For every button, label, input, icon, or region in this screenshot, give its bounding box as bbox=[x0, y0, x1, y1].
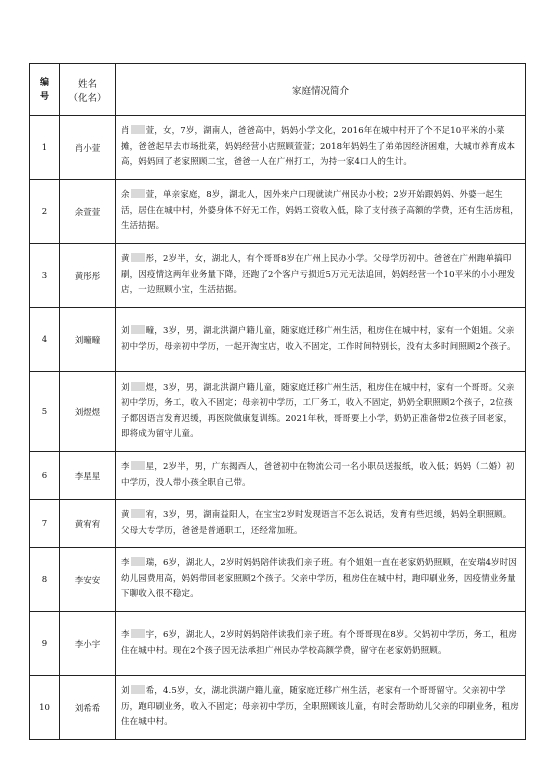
row-number: 3 bbox=[30, 244, 60, 308]
description-text: 宥，3岁，男，湖南益阳人，在宝宝2岁时发现语言不怎么说话，发育有些迟缓，妈妈全职照顾。父母大专学历，爸爸是普通职工，还经常加班。 bbox=[121, 510, 512, 536]
row-description bbox=[116, 612, 526, 676]
row-name: 刘希希 bbox=[60, 676, 116, 740]
row-name: 肖小萱 bbox=[60, 116, 116, 180]
table-row bbox=[30, 308, 526, 372]
redaction-mark bbox=[131, 253, 145, 262]
description-surname: 肖 bbox=[121, 126, 130, 137]
description-surname: 黄 bbox=[121, 254, 130, 265]
table-row bbox=[30, 244, 526, 308]
row-description bbox=[116, 244, 526, 308]
description-text: 煜，3岁，男，湖北洪湖户籍儿童，随家庭迁移广州生活，租房住在城中村，家有一个哥哥。父亲初中学历，务工，收入不固定；母亲初中学历，工厂务工，收入不固定，奶奶全职照顾2个孩子，2位孩子都因语言发育迟缓，再医院做康复训练。2021年秋，哥哥要上小学，奶奶正准备带2位孩子回老家，即将成为留守儿童。 bbox=[121, 382, 515, 439]
row-description bbox=[116, 180, 526, 244]
redaction-mark bbox=[131, 189, 145, 198]
redaction-mark bbox=[131, 461, 145, 470]
table-row bbox=[30, 676, 526, 740]
row-description bbox=[116, 372, 526, 452]
table-row bbox=[30, 452, 526, 500]
description-text: 希，4.5岁，女，湖北洪湖户籍儿童，随家庭迁移广州生活，老家有一个哥哥留守。父亲初中学历，跑印刷业务，收入不固定；母亲初中学历，全职照顾该儿童，有时会帮助幼儿父亲的印刷业务，租房住在城中村。 bbox=[121, 686, 519, 728]
row-name: 黄彤彤 bbox=[60, 244, 116, 308]
description-surname: 李 bbox=[121, 630, 130, 640]
row-number: 7 bbox=[30, 500, 60, 548]
row-number: 5 bbox=[30, 372, 60, 452]
redaction-mark bbox=[131, 629, 145, 638]
row-name: 李星星 bbox=[60, 452, 116, 500]
row-description bbox=[116, 116, 526, 180]
description-text: 萱，单亲家庭，8岁，湖北人，因外来户口现就读广州民办小校；2岁开始跟妈妈、外婆一起生活，居住在城中村，外婆身体不好无工作，妈妈工资收入低，除了支付孩子高额的学费，还有生活房租，生活拮据。 bbox=[121, 190, 519, 232]
description-surname: 刘 bbox=[121, 326, 130, 336]
row-description bbox=[116, 676, 526, 740]
description-text: 瑞，6岁，湖北人，2岁时妈妈陪伴读我们亲子班。有个姐姐一直在老家奶奶照顾，在安瑞4岁时因幼儿园费用高，妈妈带回老家照顾2个孩子。父亲中学历，租房住在城中村，跑印刷业务，因疫情业务量下聊收入很不稳定。 bbox=[121, 558, 517, 600]
row-name: 李小宇 bbox=[60, 612, 116, 676]
description-surname: 李 bbox=[121, 462, 130, 472]
redaction-mark bbox=[131, 509, 145, 518]
row-name: 刘疃疃 bbox=[60, 308, 116, 372]
header-name: 姓名 （化名） bbox=[60, 64, 116, 116]
description-text: 萱，女，7岁，湖南人，爸爸高中，妈妈小学文化，2016年在城中村开了个不足10平米的小菜摊，爸爸起早去市场批菜，妈妈经营小店照顾萱萱；2018年妈妈生了弟弟因经济困难，大城市养育成本高，妈妈回了老家照顾二宝，爸爸一人在广州打工，为持一家4口人的生计。 bbox=[121, 126, 516, 168]
row-number: 6 bbox=[30, 452, 60, 500]
table-row bbox=[30, 116, 526, 180]
header-description: 家庭情况简介 bbox=[116, 64, 526, 116]
row-number: 9 bbox=[30, 612, 60, 676]
description-surname: 李 bbox=[121, 558, 130, 569]
description-surname: 刘 bbox=[121, 382, 130, 393]
redaction-mark bbox=[131, 557, 145, 566]
redaction-mark bbox=[131, 685, 145, 694]
row-number: 10 bbox=[30, 676, 60, 740]
table-body bbox=[30, 116, 526, 740]
description-text: 疃，3岁，男，湖北洪湖户籍儿童，随家庭迁移广州生活，租房住在城中村，家有一个姐姐。父亲初中学历，母亲初中学历，一起开淘宝店，收入不固定，工作时间特别长，没有太多时间照顾2个孩子。 bbox=[121, 326, 516, 352]
row-description bbox=[116, 500, 526, 548]
description-text: 彤，2岁半，女，湖北人，有个哥哥8岁在广州上民办小学。父母学历初中。爸爸在广州跑单搞印刷，因疫情这两年业务量下降，还跑了2个客户亏损近5万元无法追回，妈妈经营一个10平米的小小理发店，一边照顾小宝，生活拮据。 bbox=[121, 254, 516, 296]
row-number: 1 bbox=[30, 116, 60, 180]
row-description bbox=[116, 548, 526, 612]
table-row bbox=[30, 612, 526, 676]
row-name: 余萱萱 bbox=[60, 180, 116, 244]
row-number: 8 bbox=[30, 548, 60, 612]
description-surname: 黄 bbox=[121, 510, 130, 520]
row-number: 2 bbox=[30, 180, 60, 244]
row-name: 黄宥宥 bbox=[60, 500, 116, 548]
row-name: 李安安 bbox=[60, 548, 116, 612]
redaction-mark bbox=[131, 125, 145, 134]
row-description bbox=[116, 452, 526, 500]
row-name: 刘煜煜 bbox=[60, 372, 116, 452]
description-text: 宇，6岁，湖北人，2岁时妈妈陪伴读我们亲子班。有个哥哥现在8岁。父妈初中学历，务工，租房住在城中村。现在2个孩子因无法承担广州民办学校高额学费，留守在老家奶奶照顾。 bbox=[121, 630, 517, 656]
table-row bbox=[30, 372, 526, 452]
table-row bbox=[30, 548, 526, 612]
row-number: 4 bbox=[30, 308, 60, 372]
description-text: 星，2岁半，男，广东揭西人，爸爸初中在物流公司一名小职员送报纸，收入低；妈妈（二婚）初中学历，没人带小孩全职自己带。 bbox=[121, 462, 515, 488]
table-header-row bbox=[30, 64, 526, 116]
description-surname: 刘 bbox=[121, 686, 130, 697]
redaction-mark bbox=[131, 325, 145, 334]
row-description bbox=[116, 308, 526, 372]
table-row bbox=[30, 500, 526, 548]
redaction-mark bbox=[131, 382, 145, 391]
table-row bbox=[30, 180, 526, 244]
description-surname: 余 bbox=[121, 190, 130, 201]
header-number: 编 号 bbox=[30, 64, 60, 116]
family-info-table bbox=[29, 63, 526, 740]
